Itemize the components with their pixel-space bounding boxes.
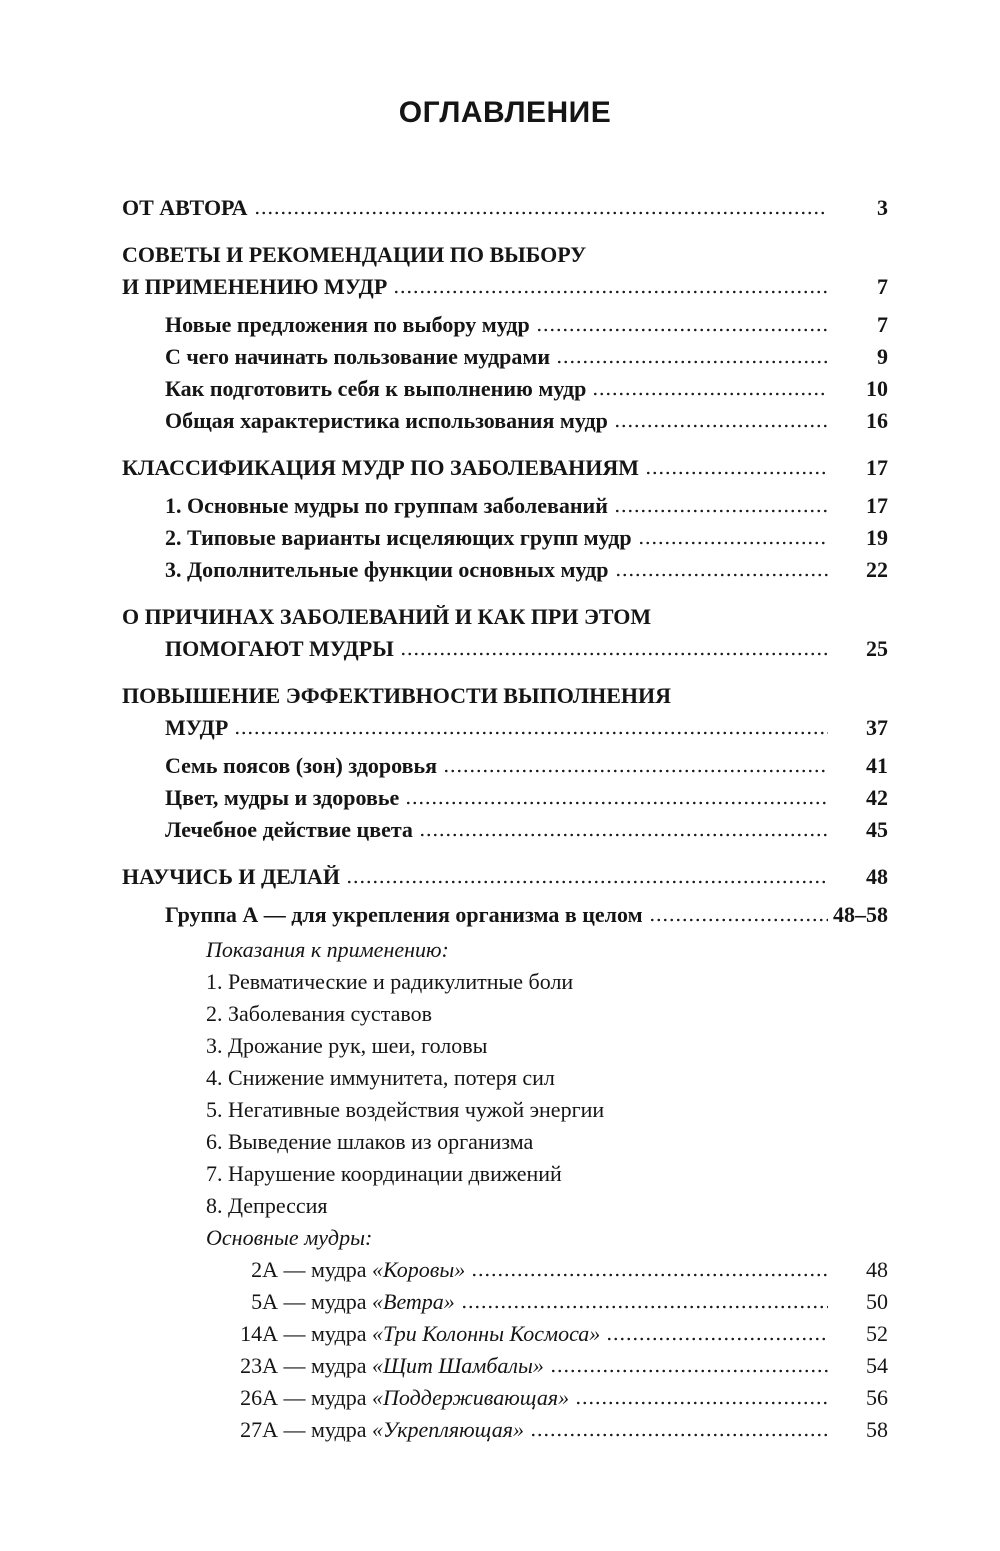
mudra-code: 14А — [240, 1321, 278, 1346]
toc-entry — [122, 1286, 888, 1318]
toc-entry-text: КЛАССИФИКАЦИЯ МУДР ПО ЗАБОЛЕВАНИЯМ — [122, 455, 639, 480]
toc-entry — [122, 522, 888, 554]
page-number: 19 — [866, 525, 888, 550]
toc-entry-text: 4. Снижение иммунитета, потеря сил — [206, 1065, 555, 1090]
mudra-name: «Ветра» — [372, 1289, 455, 1314]
toc-entry — [122, 1030, 888, 1062]
toc-entry — [122, 966, 888, 998]
dot-leader — [400, 652, 828, 656]
mudra-name: «Укрепляющая» — [372, 1417, 525, 1442]
toc-entry — [122, 633, 888, 665]
toc-entry-text: 2. Типовые варианты исцеляющих групп мудр — [165, 525, 632, 550]
toc-entry-text: 1. Основные мудры по группам заболеваний — [165, 493, 608, 518]
page-number: 7 — [877, 274, 888, 299]
toc-entry — [122, 239, 888, 271]
toc-entry — [122, 271, 888, 303]
page-number: 42 — [866, 785, 888, 810]
toc-entry-text: 5А — мудра «Ветра» — [234, 1286, 455, 1318]
mudra-code: 27А — [240, 1417, 278, 1442]
toc-entry — [122, 1414, 888, 1446]
toc-entry-text: 2А — мудра «Коровы» — [234, 1254, 465, 1286]
mudra-code: 23А — [240, 1353, 278, 1378]
toc-entry — [122, 1190, 888, 1222]
toc-entry-text: 2. Заболевания суставов — [206, 1001, 432, 1026]
dot-leader — [530, 1433, 828, 1437]
toc-entry-text: 5. Негативные воздействия чужой энергии — [206, 1097, 605, 1122]
mudra-name: «Коровы» — [372, 1257, 466, 1282]
toc-entry-text: 7. Нарушение координации движений — [206, 1161, 562, 1186]
toc-entry — [122, 192, 888, 224]
toc-entry — [122, 861, 888, 893]
toc-entry — [122, 1382, 888, 1414]
dot-leader — [536, 328, 828, 332]
dot-leader — [615, 573, 828, 577]
toc-entry-text: Общая характеристика использования мудр — [165, 408, 608, 433]
page-number: 37 — [866, 715, 888, 740]
mudra-name: «Щит Шамбалы» — [372, 1353, 544, 1378]
toc-entry-text: И ПРИМЕНЕНИЮ МУДР — [122, 274, 388, 299]
toc-entry — [122, 814, 888, 846]
page-number: 3 — [877, 195, 888, 220]
toc-entry — [122, 309, 888, 341]
page-number: 41 — [866, 753, 888, 778]
toc-entry-text: ПОВЫШЕНИЕ ЭФФЕКТИВНОСТИ ВЫПОЛНЕНИЯ — [122, 683, 672, 708]
dot-leader — [393, 290, 828, 294]
dot-leader — [234, 731, 828, 735]
toc-entry-text: Группа А — для укрепления организма в целом — [165, 902, 643, 927]
toc-entry — [122, 1222, 888, 1254]
toc-entry — [122, 782, 888, 814]
page-number: 48 — [866, 864, 888, 889]
mudra-code: 5А — [251, 1289, 278, 1314]
page-number: 10 — [866, 376, 888, 401]
toc-entry-text: Лечебное действие цвета — [165, 817, 413, 842]
dot-leader — [606, 1337, 828, 1341]
toc-entry — [122, 712, 888, 744]
toc-entry-text: 3. Дополнительные функции основных мудр — [165, 557, 609, 582]
toc-entry-text: 3. Дрожание рук, шеи, головы — [206, 1033, 488, 1058]
page-number: 52 — [866, 1321, 888, 1346]
page-number: 22 — [866, 557, 888, 582]
dot-leader — [443, 769, 828, 773]
toc-entry — [122, 1062, 888, 1094]
page-number: 48–58 — [833, 902, 888, 927]
toc-entry-text: Основные мудры: — [206, 1225, 373, 1250]
toc-entry — [122, 601, 888, 633]
dot-leader — [461, 1305, 828, 1309]
dot-leader — [405, 801, 828, 805]
page-number: 17 — [866, 493, 888, 518]
toc-entry-text: 26А — мудра «Поддерживающая» — [234, 1382, 569, 1414]
page-number: 9 — [877, 344, 888, 369]
dot-leader — [556, 360, 828, 364]
dot-leader — [614, 509, 828, 513]
toc-list — [122, 192, 888, 1446]
toc-entry — [122, 341, 888, 373]
toc-entry-text: 27А — мудра «Укрепляющая» — [234, 1414, 524, 1446]
dot-leader — [254, 211, 828, 215]
toc-entry — [122, 750, 888, 782]
toc-entry-text: 14А — мудра «Три Колонны Космоса» — [234, 1318, 600, 1350]
page-number: 45 — [866, 817, 888, 842]
toc-entry-text: 1. Ревматические и радикулитные боли — [206, 969, 574, 994]
page-number: 50 — [866, 1289, 888, 1314]
toc-entry — [122, 998, 888, 1030]
toc-entry — [122, 490, 888, 522]
page-number: 7 — [877, 312, 888, 337]
toc-entry — [122, 934, 888, 966]
dot-leader — [649, 918, 828, 922]
toc-entry-text: ОТ АВТОРА — [122, 195, 248, 220]
toc-entry-text: ПОМОГАЮТ МУДРЫ — [165, 636, 394, 661]
mudra-code: 2А — [251, 1257, 278, 1282]
toc-entry-text: Как подготовить себя к выполнению мудр — [165, 376, 587, 401]
toc-entry-text: 23А — мудра «Щит Шамбалы» — [234, 1350, 544, 1382]
mudra-name: «Три Колонны Космоса» — [372, 1321, 601, 1346]
toc-entry — [122, 373, 888, 405]
toc-entry-text: Цвет, мудры и здоровье — [165, 785, 400, 810]
page-number: 16 — [866, 408, 888, 433]
toc-entry-text: С чего начинать пользование мудрами — [165, 344, 551, 369]
toc-entry — [122, 1094, 888, 1126]
toc-entry-text: СОВЕТЫ И РЕКОМЕНДАЦИИ ПО ВЫБОРУ — [122, 242, 587, 267]
dot-leader — [550, 1369, 828, 1373]
toc-entry-text: Новые предложения по выбору мудр — [165, 312, 530, 337]
dot-leader — [346, 880, 828, 884]
page-number: 58 — [866, 1417, 888, 1442]
page-number: 48 — [866, 1257, 888, 1282]
page-number: 56 — [866, 1385, 888, 1410]
toc-entry — [122, 899, 888, 931]
dot-leader — [471, 1273, 828, 1277]
toc-entry-text: МУДР — [165, 715, 229, 740]
dot-leader — [638, 541, 828, 545]
toc-entry-text: Семь поясов (зон) здоровья — [165, 753, 438, 778]
dot-leader — [592, 392, 828, 396]
dot-leader — [419, 833, 828, 837]
mudra-code: 26А — [240, 1385, 278, 1410]
page-title: ОГЛАВЛЕНИЕ — [398, 96, 612, 129]
toc-entry — [122, 554, 888, 586]
toc-entry — [122, 452, 888, 484]
toc-entry — [122, 1254, 888, 1286]
page-number: 25 — [866, 636, 888, 661]
dot-leader — [614, 424, 828, 428]
toc-entry — [122, 405, 888, 437]
page-number: 17 — [866, 455, 888, 480]
toc-entry-text: 6. Выведение шлаков из организма — [206, 1129, 534, 1154]
toc-entry — [122, 1158, 888, 1190]
toc-entry — [122, 680, 888, 712]
toc-entry — [122, 1126, 888, 1158]
toc-entry-text: О ПРИЧИНАХ ЗАБОЛЕВАНИЙ И КАК ПРИ ЭТОМ — [122, 604, 652, 629]
toc-entry-text: Показания к применению: — [206, 937, 449, 962]
toc-entry — [122, 1350, 888, 1382]
dot-leader — [645, 471, 828, 475]
toc-entry — [122, 1318, 888, 1350]
toc-entry-text: НАУЧИСЬ И ДЕЛАЙ — [122, 864, 340, 889]
toc-entry-text: 8. Депрессия — [206, 1193, 328, 1218]
page-number: 54 — [866, 1353, 888, 1378]
mudra-name: «Поддерживающая» — [372, 1385, 570, 1410]
dot-leader — [575, 1401, 828, 1405]
